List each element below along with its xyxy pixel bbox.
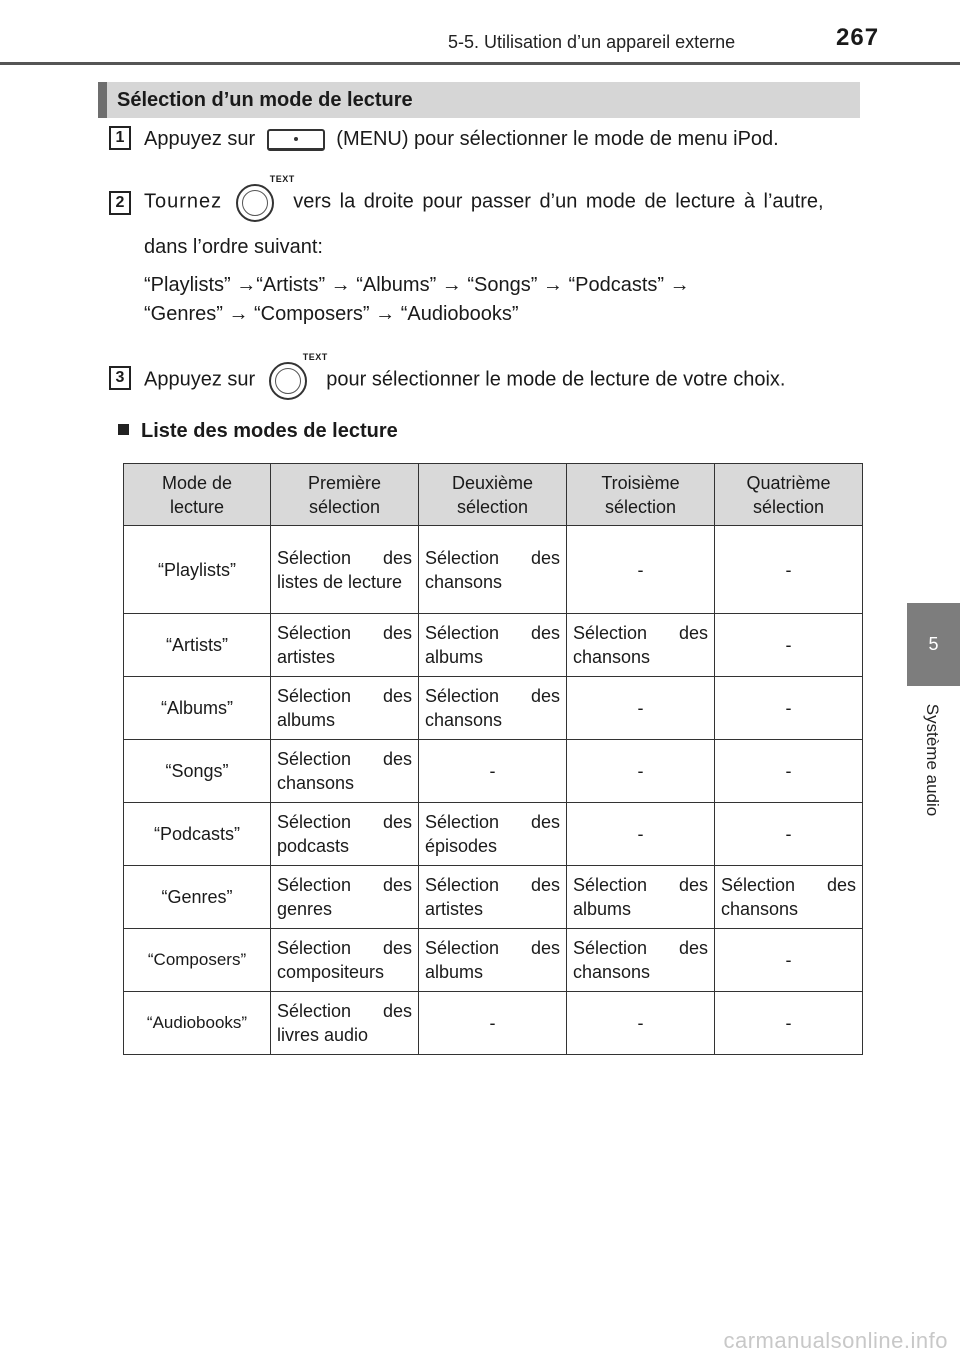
mode-sequence-line-1: “Playlists” →“Artists” → “Albums” → “Songs” → “Podcasts” → [144, 274, 690, 296]
step-3-text [144, 352, 786, 402]
step-1-text [144, 128, 779, 151]
table-cell: Sélection des chansons [567, 929, 715, 992]
table-cell: “Audiobooks” [124, 992, 271, 1055]
menu-button-icon [267, 129, 325, 151]
step-2-before: Tournez [144, 190, 223, 213]
table-cell: “Genres” [124, 866, 271, 929]
step-number-1: 1 [109, 126, 131, 150]
table-cell: - [715, 526, 863, 614]
table-cell: - [715, 803, 863, 866]
watermark: carmanualsonline.info [723, 1328, 948, 1353]
step-number-2: 2 [109, 191, 131, 215]
table-cell: “Artists” [124, 614, 271, 677]
table-cell: - [419, 740, 567, 803]
table-cell: - [715, 992, 863, 1055]
table-cell: - [567, 992, 715, 1055]
table-cell: Sélection des épisodes [419, 803, 567, 866]
table-cell: Sélection des albums [419, 614, 567, 677]
table-cell: Sélection des listes de lecture [271, 526, 419, 614]
step-number-3: 3 [109, 366, 131, 390]
column-header: Mode de lecture [124, 464, 271, 526]
step-2-continuation: dans l’ordre suivant: [144, 236, 323, 258]
table-cell: - [715, 929, 863, 992]
table-cell: Sélection des compositeurs [271, 929, 419, 992]
table-cell: - [567, 526, 715, 614]
table-row [124, 866, 863, 929]
column-header: Troisième sélection [567, 464, 715, 526]
bullet-square-icon [118, 424, 129, 435]
table-cell: - [567, 677, 715, 740]
knob-text-label: TEXT [302, 352, 328, 362]
table-cell: Sélection des artistes [419, 866, 567, 929]
playback-modes-table [123, 463, 863, 1055]
table-cell: Sélection des chansons [419, 526, 567, 614]
table-cell: “Podcasts” [124, 803, 271, 866]
table-cell: Sélection des podcasts [271, 803, 419, 866]
table-cell: - [419, 992, 567, 1055]
table-cell: Sélection des artistes [271, 614, 419, 677]
text-knob-icon [269, 352, 328, 402]
table-cell: - [715, 740, 863, 803]
table-cell: - [567, 740, 715, 803]
table-row [124, 614, 863, 677]
page-number: 267 [836, 24, 880, 51]
table-row [124, 677, 863, 740]
step-2-text [144, 174, 824, 224]
table-cell: - [715, 677, 863, 740]
step-2-after: vers la droite pour passer d’un mode de lecture à l’autre, [293, 190, 824, 213]
list-heading: Liste des modes de lecture [118, 420, 398, 443]
table-cell: Sélection des chansons [271, 740, 419, 803]
table-cell: Sélection des albums [419, 929, 567, 992]
step-3-before: Appuyez sur [144, 368, 256, 391]
section-heading: Sélection d’un mode de lecture [98, 82, 860, 118]
column-header: Deuxième sélection [419, 464, 567, 526]
chapter-tab-number[interactable]: 5 [907, 603, 960, 686]
chapter-tab-label: Système audio [923, 703, 943, 817]
table-cell: “Playlists” [124, 526, 271, 614]
step-1-after: (MENU) pour sélectionner le mode de menu iPod. [336, 128, 779, 150]
column-header: Quatrième sélection [715, 464, 863, 526]
table-cell: “Songs” [124, 740, 271, 803]
table-header-row [124, 464, 863, 526]
step-1-before: Appuyez sur [144, 128, 256, 150]
table-cell: Sélection des chansons [715, 866, 863, 929]
table-row [124, 803, 863, 866]
header-rule [0, 62, 960, 65]
step-3-after: pour sélectionner le mode de lecture de votre choix. [326, 368, 786, 391]
mode-sequence-line-2: “Genres” → “Composers” → “Audiobooks” [144, 303, 519, 325]
table-cell: Sélection des albums [271, 677, 419, 740]
header-section-title: 5-5. Utilisation d’un appareil externe [448, 32, 736, 52]
knob-text-label: TEXT [269, 174, 295, 184]
table-row [124, 992, 863, 1055]
table-cell: - [715, 614, 863, 677]
table-cell: Sélection des chansons [419, 677, 567, 740]
table-cell: “Composers” [124, 929, 271, 992]
table-cell: Sélection des genres [271, 866, 419, 929]
table-cell: Sélection des chansons [567, 614, 715, 677]
table-row [124, 740, 863, 803]
table-cell: Sélection des albums [567, 866, 715, 929]
table-cell: Sélection des livres audio [271, 992, 419, 1055]
table-row [124, 526, 863, 614]
table-cell: - [567, 803, 715, 866]
table-cell: “Albums” [124, 677, 271, 740]
column-header: Première sélection [271, 464, 419, 526]
table-row [124, 929, 863, 992]
text-knob-icon [236, 174, 295, 224]
